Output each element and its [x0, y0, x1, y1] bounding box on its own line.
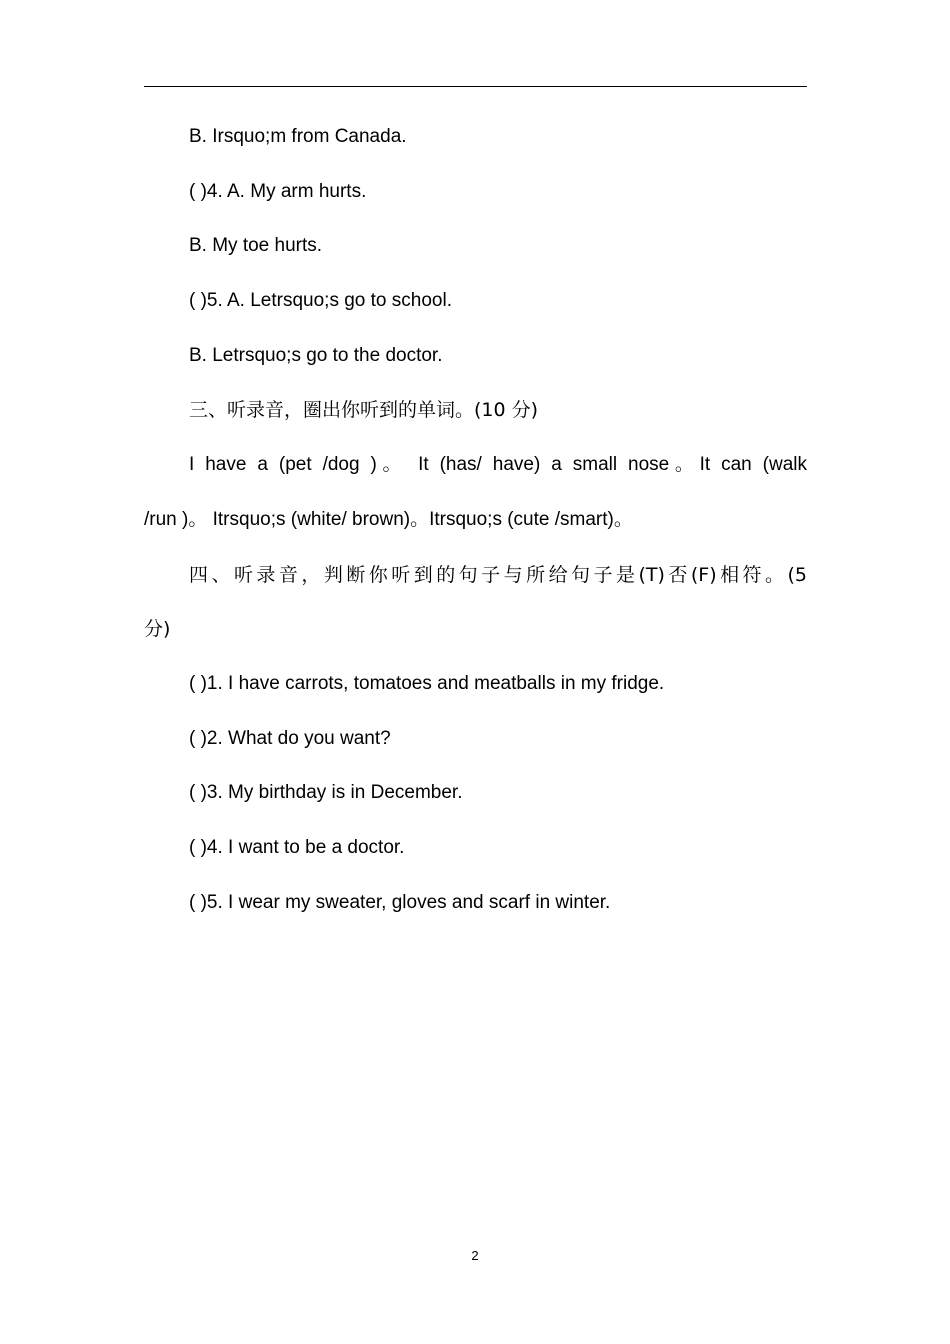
- paragraph-line: I have a (pet /dog )。 It (has/ have) a small nose。It can (walk: [189, 454, 807, 476]
- option-line: B. My toe hurts.: [189, 235, 323, 257]
- question-line: ( )2. What do you want?: [189, 727, 391, 749]
- question-line: ( )3. My birthday is in December.: [189, 782, 463, 804]
- section-heading-4-continued: 分): [144, 618, 171, 641]
- option-line: B. Irsquo;m from Canada.: [189, 126, 407, 147]
- option-line: B. Letrsquo;s go to the doctor.: [189, 344, 443, 366]
- question-line: ( )1. I have carrots, tomatoes and meatballs in my fridge.: [189, 672, 665, 694]
- document-body: [144, 110, 807, 930]
- section-heading-4: 四、听录音，判断你听到的句子与所给句子是(T)否(F)相符。(5: [189, 563, 807, 586]
- section-heading-3: 三、听录音，圈出你听到的单词。(10 分): [189, 399, 539, 422]
- paragraph-line: /run )。 Itrsquo;s (white/ brown)。Itrsquo;s (cute /smart)。: [144, 508, 633, 530]
- header-rule: [144, 86, 807, 87]
- question-line: ( )5. I wear my sweater, gloves and scarf in winter.: [189, 891, 611, 913]
- question-line: ( )5. A. Letrsquo;s go to school.: [189, 290, 452, 312]
- question-line: ( )4. A. My arm hurts.: [189, 180, 367, 202]
- page-number: 2: [471, 1248, 479, 1263]
- question-line: ( )4. I want to be a doctor.: [189, 836, 405, 858]
